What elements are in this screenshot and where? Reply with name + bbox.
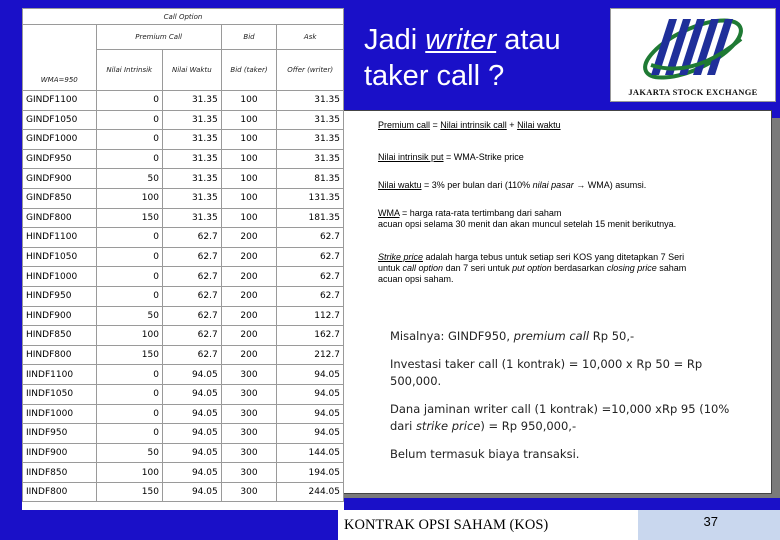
table-row	[23, 149, 344, 169]
note-based-on: berdasarkan	[551, 263, 607, 273]
row-intrinsic: 150	[96, 482, 162, 502]
example-guarantee: Dana jaminan writer call (1 kontrak) =10,000 xRp 95 (10% dari	[390, 402, 730, 433]
note-reference: acuan opsi saham.	[378, 274, 454, 284]
row-offer: 31.35	[277, 130, 344, 150]
note-strike-term: Strike price	[378, 252, 424, 262]
table-title: Call Option	[23, 9, 344, 25]
row-bid: 100	[221, 149, 277, 169]
row-time-value: 31.35	[162, 91, 221, 111]
row-intrinsic: 0	[96, 365, 162, 385]
note-strike	[378, 252, 778, 285]
row-intrinsic: 0	[96, 110, 162, 130]
note-wma-term: WMA	[378, 208, 400, 218]
row-offer: 131.35	[277, 188, 344, 208]
row-offer: 244.05	[277, 482, 344, 502]
example-amount: Rp 50,-	[589, 329, 635, 343]
row-time-value: 62.7	[162, 286, 221, 306]
note-time-value-def: = 3% per bulan dari (110%	[421, 180, 533, 190]
row-intrinsic: 50	[96, 443, 162, 463]
note-wma-arrow: → WMA)	[573, 180, 616, 190]
jsx-logo	[610, 8, 776, 102]
row-bid: 300	[221, 365, 277, 385]
note-time-value	[378, 180, 646, 191]
offer-header: Ask	[277, 25, 344, 50]
row-name: HINDF850	[23, 326, 97, 346]
option-table-container	[22, 8, 344, 520]
row-intrinsic: 150	[96, 208, 162, 228]
table-row	[23, 169, 344, 189]
row-offer: 62.7	[277, 286, 344, 306]
row-intrinsic: 0	[96, 91, 162, 111]
row-bid: 200	[221, 267, 277, 287]
footer-left-bar	[0, 510, 338, 540]
row-intrinsic: 100	[96, 326, 162, 346]
row-intrinsic: 0	[96, 384, 162, 404]
example-line1	[390, 328, 750, 345]
row-time-value: 62.7	[162, 306, 221, 326]
note-wma-def: = harga rata-rata tertimbang dari saham	[399, 208, 562, 218]
jsx-logo-icon	[611, 9, 775, 89]
row-intrinsic: 150	[96, 345, 162, 365]
row-intrinsic: 0	[96, 404, 162, 424]
title-line2: taker call ?	[364, 60, 505, 92]
row-intrinsic: 100	[96, 188, 162, 208]
note-premium	[378, 120, 561, 131]
row-name: IINDF850	[23, 463, 97, 483]
row-bid: 200	[221, 286, 277, 306]
row-offer: 94.05	[277, 365, 344, 385]
note-time-term: Nilai waktu	[517, 120, 561, 130]
title-part1: Jadi	[364, 24, 426, 56]
row-name: HINDF1050	[23, 247, 97, 267]
row-time-value: 31.35	[162, 208, 221, 228]
row-name: IINDF800	[23, 482, 97, 502]
table-row	[23, 247, 344, 267]
row-time-value: 31.35	[162, 130, 221, 150]
row-name: HINDF900	[23, 306, 97, 326]
row-offer: 212.7	[277, 345, 344, 365]
note-closing-price: closing price	[606, 263, 657, 273]
row-time-value: 31.35	[162, 110, 221, 130]
row-name: GINDF800	[23, 208, 97, 228]
table-row	[23, 267, 344, 287]
row-time-value: 94.05	[162, 463, 221, 483]
row-intrinsic: 0	[96, 424, 162, 444]
row-name: HINDF800	[23, 345, 97, 365]
row-bid: 300	[221, 384, 277, 404]
row-name: IINDF900	[23, 443, 97, 463]
option-table	[22, 8, 344, 502]
row-name: HINDF1100	[23, 228, 97, 248]
row-time-value: 31.35	[162, 188, 221, 208]
note-time-value-term: Nilai waktu	[378, 180, 422, 190]
row-intrinsic: 0	[96, 130, 162, 150]
row-bid: 100	[221, 169, 277, 189]
row-bid: 100	[221, 130, 277, 150]
example-strike-price: strike price	[415, 419, 481, 433]
col-offer: Offer (writer)	[277, 50, 344, 91]
row-bid: 100	[221, 91, 277, 111]
example-line3	[390, 401, 750, 435]
table-row	[23, 482, 344, 502]
note-call-option: call option	[402, 263, 444, 273]
table-row	[23, 208, 344, 228]
row-name: IINDF950	[23, 424, 97, 444]
row-time-value: 62.7	[162, 267, 221, 287]
row-intrinsic: 0	[96, 286, 162, 306]
row-offer: 94.05	[277, 404, 344, 424]
note-intrinsic-put	[378, 152, 524, 163]
row-time-value: 31.35	[162, 169, 221, 189]
row-name: HINDF1000	[23, 267, 97, 287]
row-intrinsic: 0	[96, 247, 162, 267]
example-line2: Investasi taker call (1 kontrak) = 10,000 x Rp 50 = Rp 500,000.	[390, 357, 703, 388]
title-part2: atau	[496, 24, 561, 56]
slide-title	[364, 22, 592, 94]
row-bid: 100	[221, 110, 277, 130]
row-name: GINDF1050	[23, 110, 97, 130]
row-time-value: 94.05	[162, 443, 221, 463]
note-put-option: put option	[512, 263, 552, 273]
note-stock: saham	[656, 263, 687, 273]
table-row	[23, 91, 344, 111]
table-row	[23, 424, 344, 444]
row-bid: 300	[221, 463, 277, 483]
row-bid: 300	[221, 482, 277, 502]
example-premium-call: premium call	[513, 329, 590, 343]
table-row	[23, 463, 344, 483]
row-bid: 200	[221, 228, 277, 248]
row-intrinsic: 100	[96, 463, 162, 483]
table-row	[23, 326, 344, 346]
note-intrinsic-put-def: = WMA-Strike price	[443, 152, 524, 162]
example-prefix: Misalnya: GINDF950,	[390, 329, 514, 343]
row-name: IINDF1050	[23, 384, 97, 404]
row-time-value: 62.7	[162, 247, 221, 267]
row-intrinsic: 0	[96, 267, 162, 287]
footer-right-box	[638, 510, 780, 540]
col-time-value: Nilai Waktu	[162, 50, 221, 91]
note-assumption: asumsi.	[615, 180, 647, 190]
row-name: GINDF1000	[23, 130, 97, 150]
note-intrinsic-put-term: Nilai intrinsik put	[378, 152, 444, 162]
row-bid: 200	[221, 345, 277, 365]
table-row	[23, 345, 344, 365]
note-market-value: nilai pasar	[532, 180, 574, 190]
table-body	[23, 91, 344, 502]
row-bid: 100	[221, 208, 277, 228]
row-time-value: 94.05	[162, 404, 221, 424]
row-name: IINDF1000	[23, 404, 97, 424]
row-offer: 31.35	[277, 91, 344, 111]
row-offer: 144.05	[277, 443, 344, 463]
col-intrinsic: Nilai Intrinsik	[96, 50, 162, 91]
row-offer: 162.7	[277, 326, 344, 346]
row-time-value: 94.05	[162, 424, 221, 444]
footer-title: KONTRAK OPSI SAHAM (KOS)	[338, 510, 638, 540]
note-and-7: dan 7 seri untuk	[443, 263, 513, 273]
row-offer: 94.05	[277, 384, 344, 404]
table-row	[23, 365, 344, 385]
row-name: GINDF900	[23, 169, 97, 189]
example-line4: Belum termasuk biaya transaksi.	[390, 447, 580, 461]
note-eq: =	[430, 120, 441, 130]
note-wma	[378, 208, 768, 230]
row-bid: 300	[221, 424, 277, 444]
row-time-value: 94.05	[162, 384, 221, 404]
table-row	[23, 130, 344, 150]
example-guarantee-end: ) = Rp 950,000,-	[480, 419, 577, 433]
row-time-value: 94.05	[162, 482, 221, 502]
row-offer: 81.35	[277, 169, 344, 189]
row-time-value: 62.7	[162, 326, 221, 346]
bid-header: Bid	[221, 25, 277, 50]
row-offer: 94.05	[277, 424, 344, 444]
table-row	[23, 286, 344, 306]
table-row	[23, 228, 344, 248]
row-offer: 31.35	[277, 110, 344, 130]
row-bid: 200	[221, 247, 277, 267]
row-name: GINDF850	[23, 188, 97, 208]
table-row	[23, 306, 344, 326]
left-blue-strip	[0, 0, 22, 540]
note-plus: +	[506, 120, 518, 130]
row-offer: 31.35	[277, 149, 344, 169]
row-offer: 181.35	[277, 208, 344, 228]
table-row	[23, 188, 344, 208]
row-offer: 112.7	[277, 306, 344, 326]
row-intrinsic: 0	[96, 149, 162, 169]
row-time-value: 62.7	[162, 228, 221, 248]
row-name: GINDF950	[23, 149, 97, 169]
note-premium-term: Premium call	[378, 120, 431, 130]
row-offer: 62.7	[277, 247, 344, 267]
row-intrinsic: 0	[96, 228, 162, 248]
table-row	[23, 443, 344, 463]
note-strike-def: adalah harga tebus untuk setiap seri KOS yang ditetapkan 7 Seri	[423, 252, 685, 262]
row-name: GINDF1100	[23, 91, 97, 111]
row-intrinsic: 50	[96, 306, 162, 326]
table-row	[23, 110, 344, 130]
row-bid: 300	[221, 443, 277, 463]
note-intrinsic-term: Nilai intrinsik call	[440, 120, 507, 130]
row-bid: 100	[221, 188, 277, 208]
table-row	[23, 404, 344, 424]
title-writer: writer	[425, 24, 497, 56]
row-name: HINDF950	[23, 286, 97, 306]
wma-label: WMA=950	[23, 25, 97, 91]
row-offer: 194.05	[277, 463, 344, 483]
logo-text: JAKARTA STOCK EXCHANGE	[628, 87, 758, 97]
premium-call-header: Premium Call	[96, 25, 221, 50]
col-bid: Bid (taker)	[221, 50, 277, 91]
row-time-value: 94.05	[162, 365, 221, 385]
table-row	[23, 384, 344, 404]
row-bid: 200	[221, 306, 277, 326]
row-bid: 200	[221, 326, 277, 346]
row-intrinsic: 50	[96, 169, 162, 189]
row-offer: 62.7	[277, 267, 344, 287]
note-wma-def2: acuan opsi selama 30 menit dan akan muncul setelah 15 menit berikutnya.	[378, 219, 677, 229]
row-name: IINDF1100	[23, 365, 97, 385]
row-offer: 62.7	[277, 228, 344, 248]
note-strike-for: untuk	[378, 263, 403, 273]
row-time-value: 31.35	[162, 149, 221, 169]
row-time-value: 62.7	[162, 345, 221, 365]
page-number: 37	[703, 514, 718, 529]
row-bid: 300	[221, 404, 277, 424]
